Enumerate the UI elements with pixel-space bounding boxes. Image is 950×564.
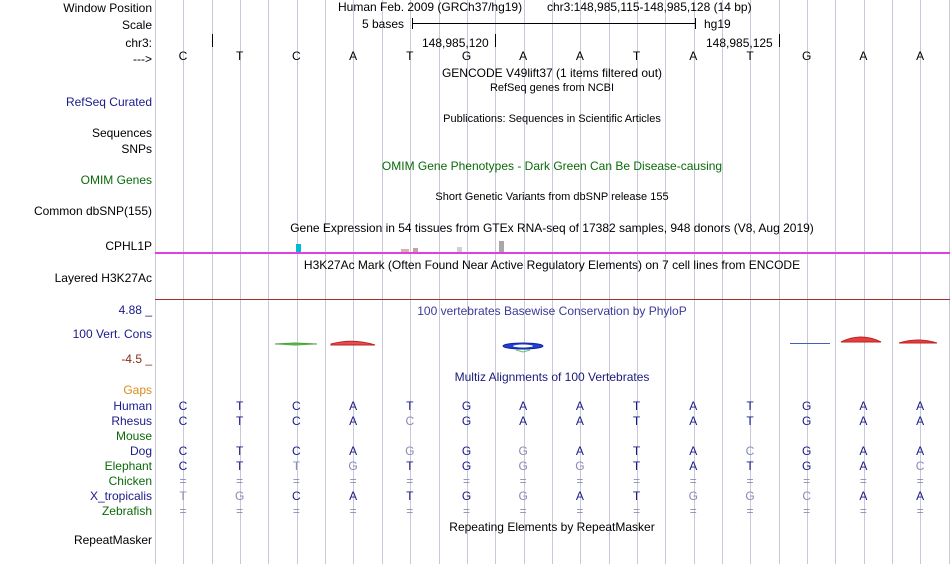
species-label[interactable]: Human	[113, 399, 152, 413]
grid-line	[212, 0, 213, 564]
reference-base: T	[746, 49, 754, 63]
omim-title: OMIM Gene Phenotypes - Dark Green Can Be Disease-causing	[381, 159, 723, 173]
alignment-base: =	[746, 504, 754, 518]
alignment-base: G	[461, 489, 472, 503]
refseq-title: RefSeq genes from NCBI	[489, 82, 615, 94]
alignment-base: T	[406, 399, 414, 413]
alignment-base: A	[689, 414, 698, 428]
reference-base: C	[292, 49, 301, 63]
alignment-base: A	[689, 399, 698, 413]
alignment-base: T	[236, 444, 244, 458]
alignment-base: =	[916, 504, 924, 518]
alignment-base: =	[462, 474, 470, 488]
grid-line	[665, 0, 666, 564]
dbsnp-title: Short Genetic Variants from dbSNP release 155	[435, 191, 669, 203]
alignment-base: T	[746, 414, 754, 428]
grid-line	[268, 0, 269, 564]
alignment-base: =	[179, 504, 187, 518]
alignment-base: =	[519, 504, 527, 518]
alignment-base: =	[236, 504, 244, 518]
alignment-base: C	[802, 489, 812, 503]
alignment-base: G	[461, 399, 472, 413]
window-position-label: Window Position	[63, 1, 152, 15]
alignment-base: G	[802, 459, 812, 473]
publications-title: Publications: Sequences in Scientific Articles	[443, 113, 661, 125]
alignment-base: T	[236, 399, 244, 413]
alignment-base: A	[859, 459, 868, 473]
alignment-base: =	[689, 504, 697, 518]
alignment-base: T	[406, 459, 414, 473]
gaps-track-label[interactable]: Gaps	[123, 383, 152, 397]
species-label[interactable]: X_tropicalis	[89, 489, 152, 503]
alignment-base: G	[802, 414, 812, 428]
grid-line	[779, 0, 780, 564]
alignment-base: C	[178, 414, 188, 428]
alignment-base: =	[406, 504, 414, 518]
species-label[interactable]: Zebrafish	[101, 504, 152, 518]
reference-base: A	[916, 49, 925, 63]
alignment-base: =	[803, 504, 811, 518]
reference-base: C	[178, 49, 188, 63]
coord-tick-0	[212, 34, 213, 47]
alignment-base: G	[518, 444, 528, 458]
species-label[interactable]: Dog	[129, 444, 152, 458]
phylop-title: 100 vertebrates Basewise Conservation by PhyloP	[417, 304, 687, 318]
coord-tick-2	[779, 34, 780, 47]
position-title: chr3:148,985,115-148,985,128 (14 bp)	[547, 0, 752, 14]
alignment-base: G	[461, 414, 472, 428]
alignment-base: G	[575, 459, 585, 473]
reference-base: G	[802, 49, 812, 63]
species-label[interactable]: Mouse	[115, 429, 152, 443]
alignment-base: G	[461, 459, 472, 473]
alignment-base: =	[746, 474, 754, 488]
alignment-base: T	[179, 489, 187, 503]
alignment-base: G	[802, 399, 812, 413]
alignment-base: A	[349, 399, 358, 413]
alignment-base: G	[235, 489, 245, 503]
alignment-base: A	[859, 489, 868, 503]
alignment-base: T	[632, 399, 641, 413]
h3k27ac-magenta-line	[155, 252, 950, 254]
alignment-base: T	[632, 414, 641, 428]
alignment-base: C	[292, 444, 301, 458]
repeatmasker-title: Repeating Elements by RepeatMasker	[449, 520, 655, 534]
alignment-base: =	[179, 474, 187, 488]
scale-label: Scale	[121, 18, 152, 32]
alignment-base: A	[575, 444, 584, 458]
alignment-base: =	[859, 504, 867, 518]
alignment-base: T	[632, 459, 641, 473]
coord-label-1: 148,985,120	[422, 36, 489, 50]
alignment-base: C	[405, 414, 415, 428]
cphl1p-track-label[interactable]: CPHL1P	[105, 239, 152, 253]
grid-line	[835, 0, 836, 564]
alignment-base: T	[406, 489, 414, 503]
coord-tick-1	[495, 34, 496, 47]
snps-track-label[interactable]: SNPs	[121, 142, 152, 156]
reference-base: A	[575, 49, 584, 63]
alignment-base: G	[348, 459, 358, 473]
vert-cons-track-label[interactable]: 100 Vert. Cons	[72, 327, 152, 341]
gencode-title: GENCODE V49lift37 (1 items filtered out)	[441, 66, 663, 80]
assembly-title: Human Feb. 2009 (GRCh37/hg19)	[338, 0, 523, 14]
alignment-base: A	[349, 489, 358, 503]
refseq-track-label[interactable]: RefSeq Curated	[65, 95, 152, 109]
reference-base: A	[349, 49, 358, 63]
alignment-base: A	[575, 399, 584, 413]
alignment-base: G	[688, 489, 698, 503]
alignment-base: =	[576, 504, 584, 518]
omim-track-label[interactable]: OMIM Genes	[80, 173, 152, 187]
reference-base: T	[406, 49, 414, 63]
alignment-base: =	[349, 474, 357, 488]
track-area[interactable]	[155, 0, 950, 564]
alignment-base: A	[916, 489, 925, 503]
alignment-base: =	[349, 504, 357, 518]
alignment-base: G	[461, 444, 472, 458]
reference-base: T	[632, 49, 641, 63]
scale-bar-right-tick	[695, 18, 696, 29]
alignment-base: A	[519, 399, 528, 413]
alignment-base: G	[405, 444, 415, 458]
reference-base: G	[461, 49, 472, 63]
alignment-base: =	[859, 474, 867, 488]
alignment-base: =	[292, 504, 300, 518]
grid-line	[382, 0, 383, 564]
grid-line	[155, 0, 156, 564]
species-label[interactable]: Rhesus	[111, 414, 152, 428]
alignment-base: C	[178, 459, 188, 473]
alignment-base: T	[236, 414, 244, 428]
alignment-base: =	[689, 474, 697, 488]
alignment-base: T	[292, 459, 301, 473]
alignment-base: C	[178, 444, 188, 458]
sequences-track-label[interactable]: Sequences	[91, 126, 152, 140]
alignment-base: G	[802, 444, 812, 458]
gtex-track-strip	[155, 240, 950, 252]
reference-base: A	[519, 49, 528, 63]
scale-text: 5 bases	[362, 17, 405, 31]
coord-label-2: 148,985,125	[706, 36, 773, 50]
alignment-base: =	[803, 474, 811, 488]
alignment-base: A	[859, 414, 868, 428]
h3k27ac-track-label[interactable]: Layered H3K27Ac	[54, 271, 152, 285]
alignment-base: G	[518, 459, 528, 473]
alignment-base: G	[745, 489, 755, 503]
dbsnp-track-label[interactable]: Common dbSNP(155)	[33, 204, 152, 218]
alignment-base: =	[292, 474, 300, 488]
alignment-base: A	[689, 459, 698, 473]
alignment-base: T	[236, 459, 244, 473]
chr-label: chr3:	[125, 36, 152, 50]
reference-base: A	[689, 49, 698, 63]
alignment-base: T	[632, 444, 641, 458]
alignment-base: =	[576, 474, 584, 488]
alignment-base: T	[746, 459, 754, 473]
grid-line	[325, 0, 326, 564]
alignment-base: C	[915, 459, 925, 473]
alignment-base: =	[633, 474, 641, 488]
grid-line	[722, 0, 723, 564]
alignment-base: A	[916, 444, 925, 458]
scale-assembly: hg19	[704, 17, 731, 31]
reference-base: A	[859, 49, 868, 63]
reference-base: T	[236, 49, 244, 63]
alignment-base: =	[916, 474, 924, 488]
alignment-base: A	[349, 444, 358, 458]
repeatmasker-track-label[interactable]: RepeatMasker	[73, 533, 152, 547]
alignment-base: C	[745, 444, 755, 458]
alignment-base: T	[746, 399, 754, 413]
alignment-base: =	[519, 474, 527, 488]
alignment-base: A	[916, 414, 925, 428]
alignment-base: T	[632, 489, 641, 503]
alignment-base: =	[236, 474, 244, 488]
alignment-base: A	[916, 399, 925, 413]
species-label[interactable]: Chicken	[108, 474, 152, 488]
alignment-base: =	[633, 504, 641, 518]
alignment-base: A	[859, 444, 868, 458]
alignment-base: A	[859, 399, 868, 413]
alignment-base: G	[518, 489, 528, 503]
scale-bar	[412, 23, 695, 24]
species-label[interactable]: Elephant	[104, 459, 152, 473]
alignment-base: A	[689, 444, 698, 458]
alignment-base: =	[406, 474, 414, 488]
alignment-base: A	[519, 414, 528, 428]
h3k27ac-signal-line	[155, 299, 950, 300]
alignment-base: C	[292, 399, 301, 413]
gtex-title: Gene Expression in 54 tissues from GTEx RNA-seq of 17382 samples, 948 donors (V8, Aug 2019)	[290, 221, 814, 235]
alignment-base: A	[349, 414, 358, 428]
grid-line	[892, 0, 893, 564]
multiz-title: Multiz Alignments of 100 Vertebrates	[454, 370, 650, 384]
alignment-base: A	[575, 414, 584, 428]
alignment-base: C	[178, 399, 188, 413]
phylop-min-label: -4.5 _	[121, 352, 152, 366]
alignment-base: C	[292, 414, 301, 428]
grid-line	[439, 0, 440, 564]
alignment-base: A	[575, 489, 584, 503]
alignment-base: C	[292, 489, 301, 503]
phylop-max-label: 4.88 _	[118, 303, 152, 317]
alignment-base: =	[462, 504, 470, 518]
strand-arrow-label[interactable]: --->	[133, 52, 152, 66]
phylop-wiggle	[155, 334, 950, 358]
h3k27ac-title: H3K27Ac Mark (Often Found Near Active Regulatory Elements) on 7 cell lines from ENCODE	[303, 258, 801, 272]
